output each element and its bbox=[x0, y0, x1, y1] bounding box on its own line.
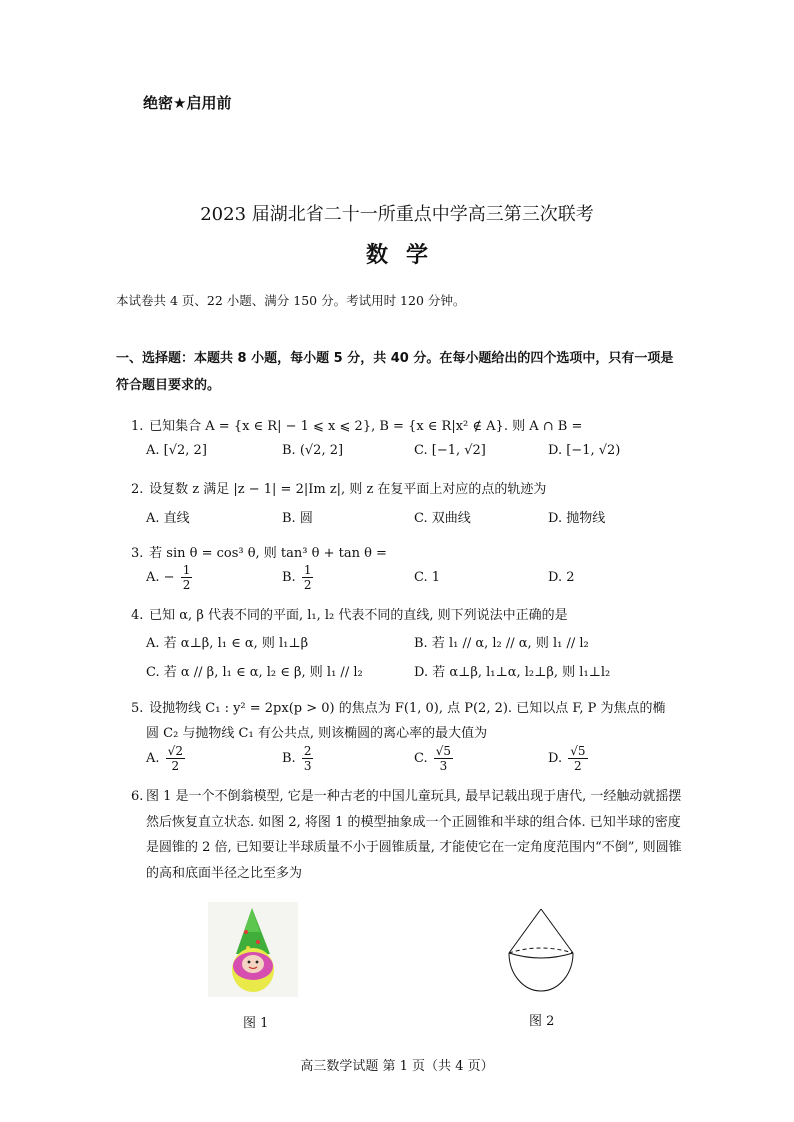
figure-1-caption: 图 1 bbox=[243, 1016, 269, 1031]
question-text: 已知 α, β 代表不同的平面, l₁, l₂ 代表不同的直线, 则下列说法中正确的是 bbox=[149, 608, 568, 623]
question-2-option-c: C. 双曲线 bbox=[414, 511, 471, 526]
question-4-stem bbox=[131, 604, 568, 623]
section-heading: 一、选择题：本题共 8 小题，每小题 5 分，共 40 分。在每小题给出的四个选项中，只有一项是符合题目要求的。 bbox=[116, 351, 674, 393]
question-4-option-a: A. 若 α⊥β, l₁ ∈ α, 则 l₁⊥β bbox=[146, 636, 309, 651]
fraction: $\frac{√5}{3}$ bbox=[435, 744, 452, 773]
question-5-option-a bbox=[146, 744, 187, 773]
question-3-option-b bbox=[282, 563, 315, 592]
question-2-stem bbox=[131, 478, 546, 497]
cone-hemisphere-icon bbox=[500, 905, 582, 997]
question-3-option-c: C. 1 bbox=[414, 570, 441, 585]
question-5-option-c bbox=[414, 744, 455, 773]
option-label: A. bbox=[146, 751, 160, 766]
question-1-option-c: C. [−1, √2] bbox=[414, 443, 486, 458]
question-3-option-d: D. 2 bbox=[548, 570, 575, 585]
question-number: 3. bbox=[131, 546, 144, 561]
question-1-option-d: D. [−1, √2) bbox=[548, 443, 621, 458]
question-2-option-b: B. 圆 bbox=[282, 511, 313, 526]
option-label: D. bbox=[548, 751, 563, 766]
fraction: $\frac{1}{2}$ bbox=[303, 563, 312, 592]
fraction: $\frac{√2}{2}$ bbox=[167, 744, 183, 773]
tumbler-toy-icon bbox=[208, 902, 298, 997]
option-label: C. bbox=[414, 751, 428, 766]
question-1-option-a: A. [√2, 2] bbox=[146, 443, 207, 458]
question-number: 1. bbox=[131, 419, 144, 434]
question-5-stem bbox=[131, 697, 665, 716]
fraction: $\frac{√5}{2}$ bbox=[570, 744, 586, 773]
confidential-label: 绝密★启用前 bbox=[143, 94, 232, 112]
question-number: 6. bbox=[131, 789, 144, 804]
question-1-option-b: B. (√2, 2] bbox=[282, 443, 344, 458]
exam-intro: 本试卷共 4 页、22 小题、满分 150 分。考试用时 120 分钟。 bbox=[116, 293, 466, 308]
page-footer: 高三数学试题 第 1 页（共 4 页） bbox=[300, 1059, 494, 1074]
question-4-option-b: B. 若 l₁ // α, l₂ // α, 则 l₁ // l₂ bbox=[414, 636, 589, 651]
option-label: B. bbox=[282, 751, 296, 766]
question-5-option-d bbox=[548, 744, 590, 773]
question-text: 已知集合 A = {x ∈ R| − 1 ⩽ x ⩽ 2}, B = {x ∈ R|x² ∉ A}. 则 A ∩ B = bbox=[149, 419, 583, 434]
question-number: 4. bbox=[131, 608, 144, 623]
question-2-option-d: D. 抛物线 bbox=[548, 511, 606, 526]
question-6-number bbox=[131, 789, 145, 804]
question-text: 若 sin θ = cos³ θ, 则 tan³ θ + tan θ = bbox=[149, 546, 387, 561]
fraction: $\frac{2}{3}$ bbox=[303, 744, 312, 773]
question-6-stem: 图 1 是一个不倒翁模型, 它是一种古老的中国儿童玩具, 最早记载出现于唐代, 一经触动就摇摆然后恢复直立状态. 如图 2, 将图 1 的模型抽象成一个正圆锥和半球的组合体. 已知半球的密度是圆锥的 2 倍, 已知要让半球质量不小于圆锥质量, 才能使它在一定角度范围内“不倒”, 则圆锥的高和底面半径之比至多为 bbox=[146, 789, 682, 881]
figure-1-tumbler-photo bbox=[208, 902, 298, 997]
question-4-option-d: D. 若 α⊥β, l₁⊥α, l₂⊥β, 则 l₁⊥l₂ bbox=[414, 665, 611, 680]
question-4-option-c: C. 若 α // β, l₁ ∈ α, l₂ ∈ β, 则 l₁ // l₂ bbox=[146, 665, 363, 680]
option-label: B. bbox=[282, 570, 296, 585]
subject-title: 数学 bbox=[365, 243, 446, 268]
question-3-option-a bbox=[146, 563, 194, 592]
option-label: A. − bbox=[146, 570, 175, 585]
question-1-stem bbox=[131, 415, 582, 434]
question-number: 2. bbox=[131, 482, 144, 497]
exam-title: 2023 届湖北省二十一所重点中学高三第三次联考 bbox=[200, 204, 594, 225]
question-3-stem bbox=[131, 542, 387, 561]
fraction: $\frac{1}{2}$ bbox=[182, 563, 191, 592]
question-text: 设抛物线 C₁ : y² = 2px(p > 0) 的焦点为 F(1, 0), 点 P(2, 2). 已知以点 F, P 为焦点的椭 bbox=[149, 701, 666, 716]
figure-2-caption: 图 2 bbox=[529, 1014, 555, 1029]
question-5-stem-line2: 圆 C₂ 与抛物线 C₁ 有公共点, 则该椭圆的离心率的最大值为 bbox=[146, 726, 488, 741]
question-5-option-b bbox=[282, 744, 315, 773]
figure-2-diagram bbox=[500, 905, 582, 997]
question-2-option-a: A. 直线 bbox=[146, 511, 190, 526]
question-text: 设复数 z 满足 |z − 1| = 2|Im z|, 则 z 在复平面上对应的点的轨迹为 bbox=[149, 482, 547, 497]
question-number: 5. bbox=[131, 701, 144, 716]
